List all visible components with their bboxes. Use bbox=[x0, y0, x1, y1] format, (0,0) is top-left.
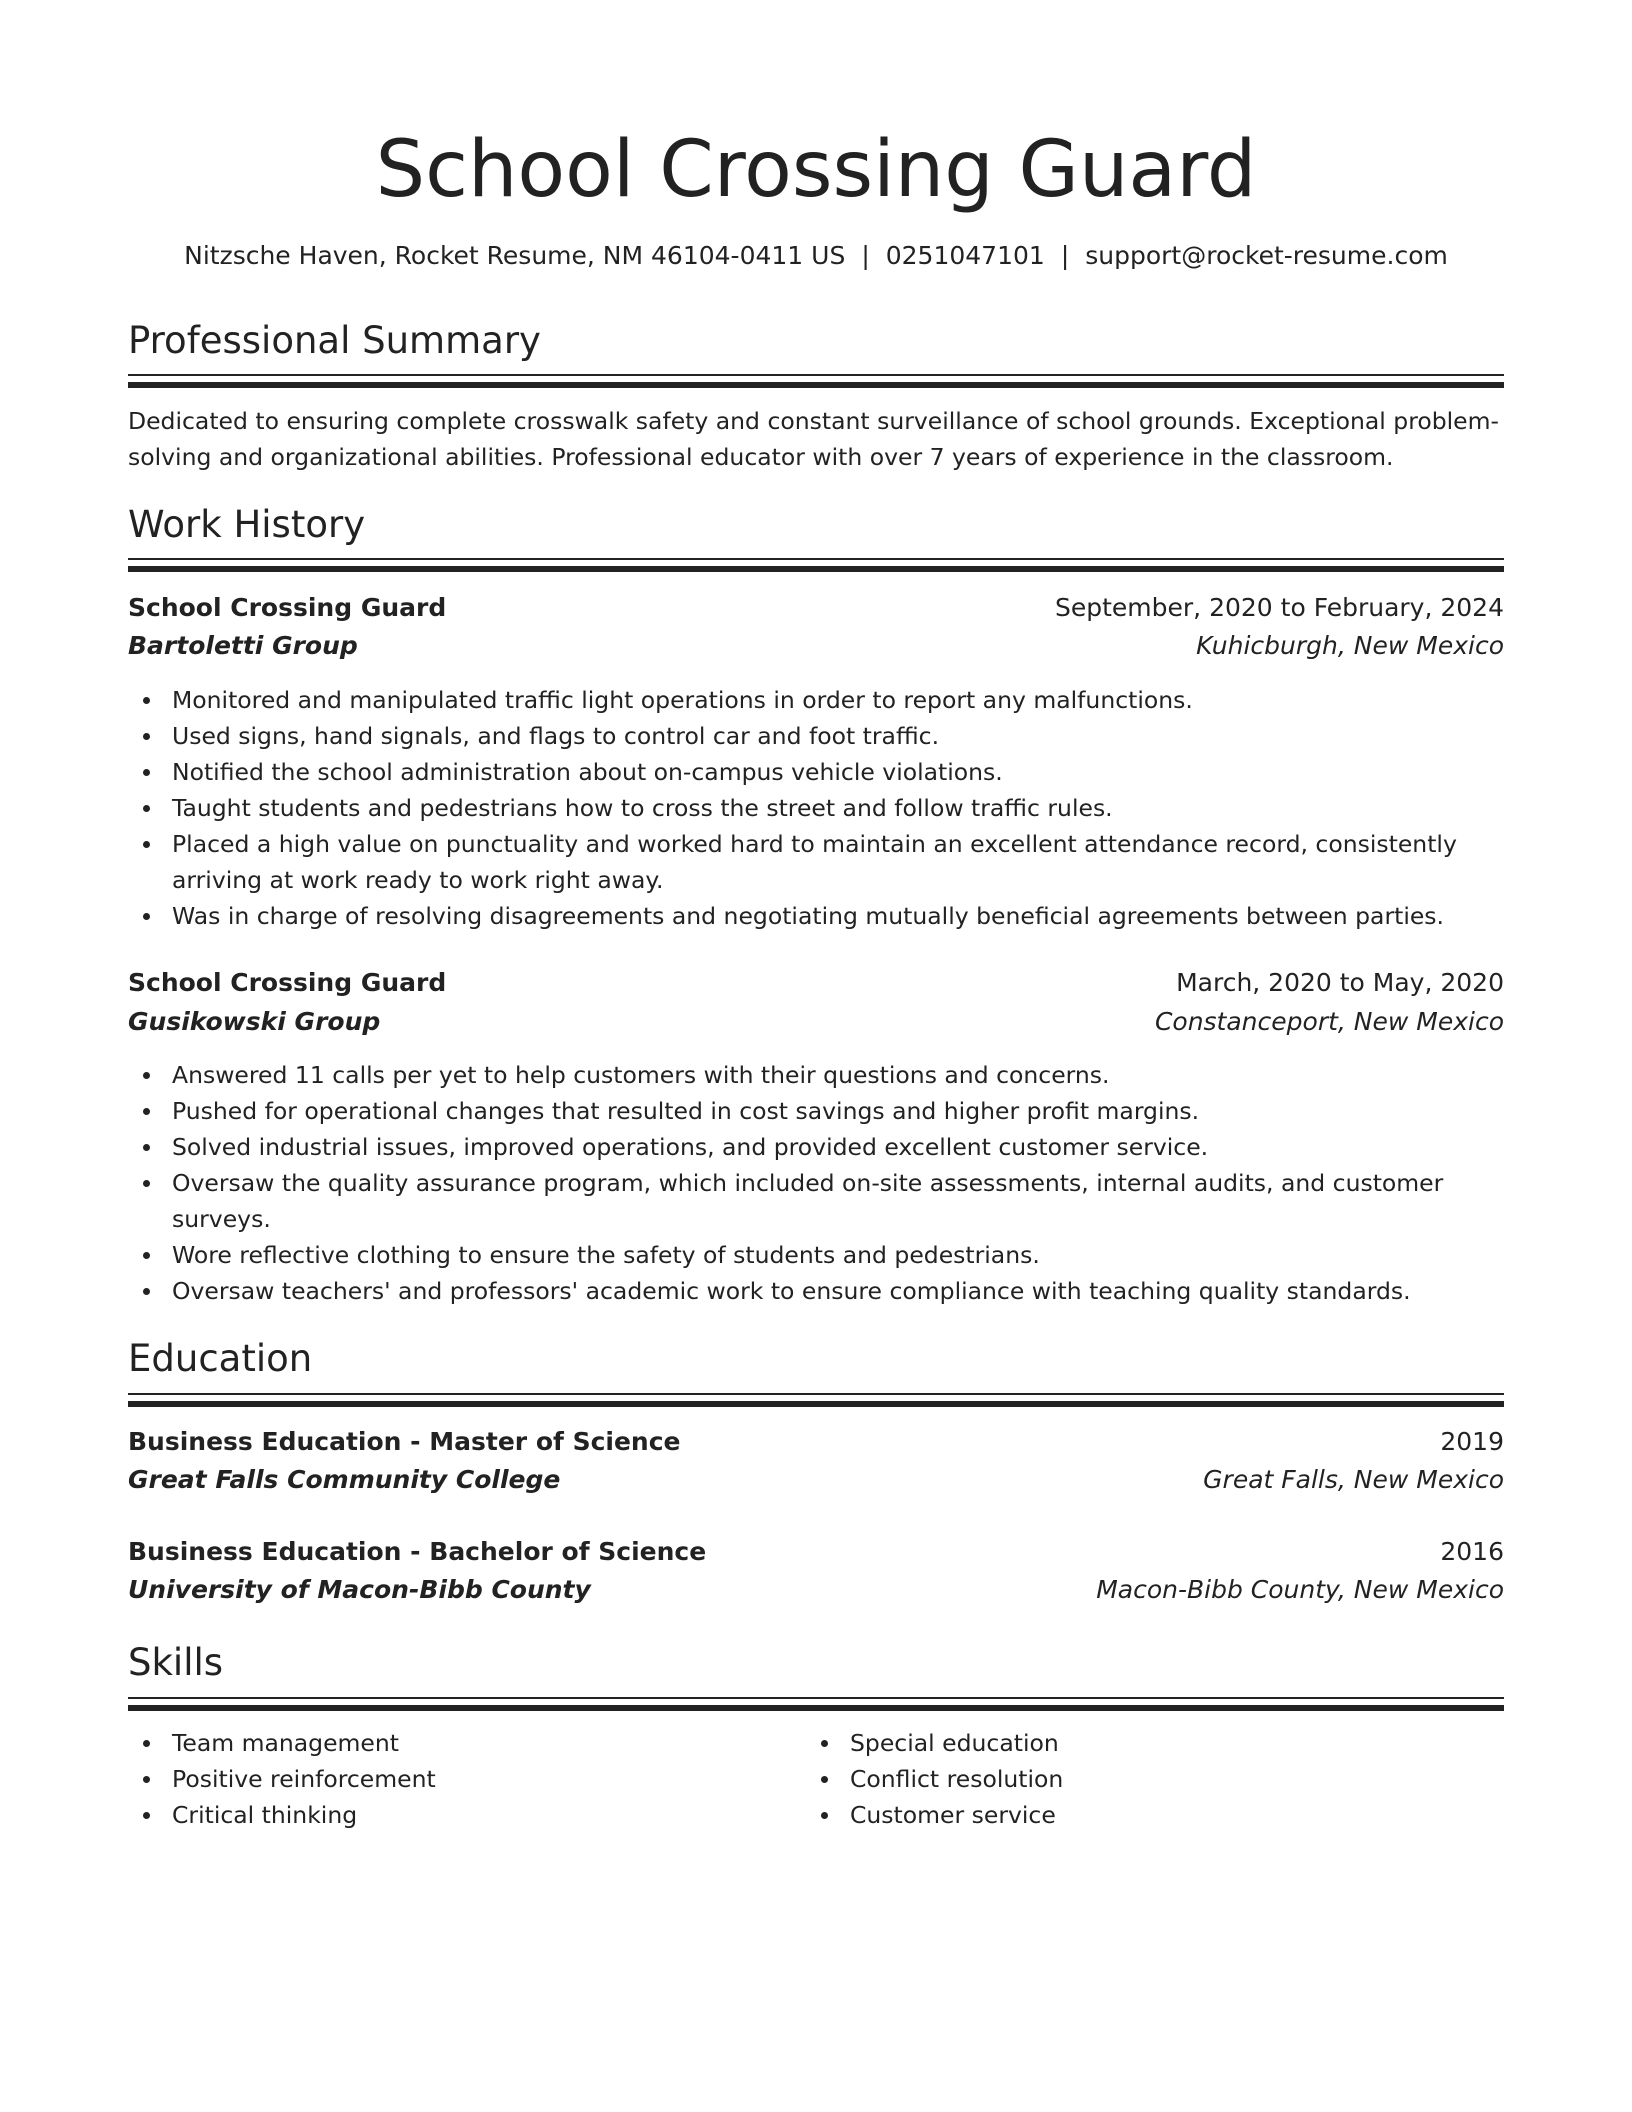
skill-item: Critical thinking bbox=[172, 1797, 806, 1833]
list-item: Was in charge of resolving disagreements and negotiating mutually beneficial agreements between parties. bbox=[172, 898, 1504, 934]
work-heading: Work History bbox=[128, 503, 366, 546]
skills-heading: Skills bbox=[128, 1641, 224, 1684]
contact-phone: 0251047101 bbox=[885, 241, 1045, 270]
job-duties-list bbox=[128, 682, 1504, 934]
job-header bbox=[128, 964, 1504, 1002]
section-rule bbox=[128, 1393, 1504, 1407]
job-company-row bbox=[128, 627, 1504, 665]
skill-item: Special education bbox=[850, 1725, 1484, 1761]
education-school: University of Macon-Bibb County bbox=[128, 1575, 591, 1604]
job-location: Kuhicburgh, New Mexico bbox=[1196, 631, 1504, 660]
education-degree: Business Education - Master of Science bbox=[128, 1427, 681, 1456]
list-item: Monitored and manipulated traffic light operations in order to report any malfunctions. bbox=[172, 682, 1504, 718]
job-title: School Crossing Guard bbox=[128, 593, 447, 622]
contact-separator: | bbox=[1060, 241, 1070, 270]
education-location: Great Falls, New Mexico bbox=[1203, 1465, 1504, 1494]
list-item: Oversaw teachers' and professors' academic work to ensure compliance with teaching quality standards. bbox=[172, 1273, 1504, 1309]
job-company: Gusikowski Group bbox=[128, 1007, 381, 1036]
education-school-row bbox=[128, 1461, 1504, 1499]
job-dates: March, 2020 to May, 2020 bbox=[1176, 968, 1504, 997]
education-location: Macon-Bibb County, New Mexico bbox=[1096, 1575, 1504, 1604]
contact-line bbox=[128, 238, 1504, 274]
list-item: Wore reflective clothing to ensure the safety of students and pedestrians. bbox=[172, 1237, 1504, 1273]
education-school: Great Falls Community College bbox=[128, 1465, 561, 1494]
contact-address: Nitzsche Haven, Rocket Resume, NM 46104-0411 US bbox=[184, 241, 846, 270]
skill-item: Conflict resolution bbox=[850, 1761, 1484, 1797]
list-item: Solved industrial issues, improved operations, and provided excellent customer service. bbox=[172, 1129, 1504, 1165]
skill-item: Positive reinforcement bbox=[172, 1761, 806, 1797]
list-item: Placed a high value on punctuality and worked hard to maintain an excellent attendance record, consistently arriving at work ready to work right away. bbox=[172, 826, 1504, 898]
education-header bbox=[128, 1423, 1504, 1461]
education-header bbox=[128, 1533, 1504, 1571]
skill-item: Customer service bbox=[850, 1797, 1484, 1833]
job-duties-list bbox=[128, 1057, 1504, 1309]
list-item: Used signs, hand signals, and flags to control car and foot traffic. bbox=[172, 718, 1504, 754]
skills-list-right bbox=[806, 1725, 1484, 1833]
education-year: 2019 bbox=[1440, 1427, 1504, 1456]
list-item: Pushed for operational changes that resulted in cost savings and higher profit margins. bbox=[172, 1093, 1504, 1129]
contact-separator: | bbox=[861, 241, 870, 270]
list-item: Oversaw the quality assurance program, which included on-site assessments, internal audits, and customer surveys. bbox=[172, 1165, 1504, 1237]
list-item: Answered 11 calls per yet to help customers with their questions and concerns. bbox=[172, 1057, 1504, 1093]
summary-heading: Professional Summary bbox=[128, 319, 541, 362]
summary-text: Dedicated to ensuring complete crosswalk safety and constant surveillance of school grounds. Exceptional problem-solving and organizational abilities. Professional educator with over 7 years of experience in the classroom. bbox=[128, 407, 1499, 471]
resume-name: School Crossing Guard bbox=[375, 125, 1257, 215]
skill-item: Team management bbox=[172, 1725, 806, 1761]
skills-list-left bbox=[128, 1725, 806, 1833]
job-dates: September, 2020 to February, 2024 bbox=[1055, 593, 1504, 622]
section-rule bbox=[128, 558, 1504, 572]
section-rule bbox=[128, 374, 1504, 388]
list-item: Notified the school administration about on-campus vehicle violations. bbox=[172, 754, 1504, 790]
education-heading: Education bbox=[128, 1337, 313, 1380]
education-school-row bbox=[128, 1571, 1504, 1609]
job-company: Bartoletti Group bbox=[128, 631, 358, 660]
job-title: School Crossing Guard bbox=[128, 968, 447, 997]
job-location: Constanceport, New Mexico bbox=[1154, 1007, 1504, 1036]
job-company-row bbox=[128, 1003, 1504, 1041]
skills-columns bbox=[128, 1725, 1504, 1833]
section-rule bbox=[128, 1697, 1504, 1711]
job-header bbox=[128, 589, 1504, 627]
education-degree: Business Education - Bachelor of Science bbox=[128, 1537, 707, 1566]
list-item: Taught students and pedestrians how to cross the street and follow traffic rules. bbox=[172, 790, 1504, 826]
contact-email: support@rocket-resume.com bbox=[1085, 241, 1448, 270]
education-year: 2016 bbox=[1440, 1537, 1504, 1566]
